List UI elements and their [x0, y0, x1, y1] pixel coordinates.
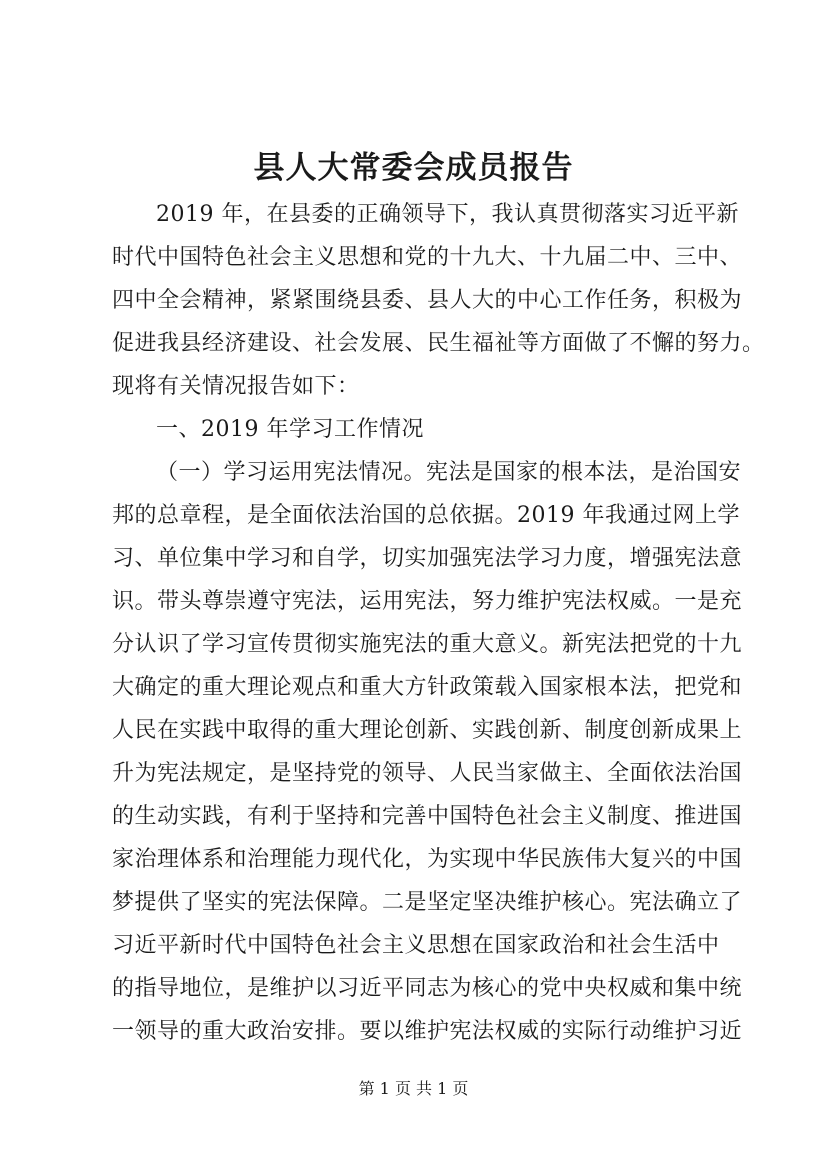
- section-heading: 一、2019 年学习工作情况: [156, 417, 424, 442]
- body-line: 一领导的重大政治安排。要以维护宪法权威的实际行动维护习近: [112, 1019, 743, 1044]
- body-line: （一）学习运用宪法情况。宪法是国家的根本法，是治国安: [156, 460, 742, 485]
- body-line: 升为宪法规定，是坚持党的领导、人民当家做主、全面依法治国: [112, 761, 743, 786]
- page-footer: 第 1 页 共 1 页: [358, 1079, 469, 1098]
- body-line: 识。带头尊崇遵守宪法，运用宪法，努力维护宪法权威。一是充: [112, 589, 743, 614]
- body-line: 的指导地位，是维护以习近平同志为核心的党中央权威和集中统: [112, 976, 743, 1001]
- document-title: 县人大常委会成员报告: [253, 150, 574, 186]
- body-line: 邦的总章程，是全面依法治国的总依据。2019 年我通过网上学: [112, 503, 740, 528]
- body-line: 家治理体系和治理能力现代化，为实现中华民族伟大复兴的中国: [112, 847, 743, 872]
- body-line: 的生动实践，有利于坚持和完善中国特色社会主义制度、推进国: [112, 804, 743, 829]
- body-line: 习近平新时代中国特色社会主义思想在国家政治和社会生活中: [112, 933, 720, 958]
- body-line: 分认识了学习宣传贯彻实施宪法的重大意义。新宪法把党的十九: [112, 632, 743, 657]
- body-line: 现将有关情况报告如下：: [112, 374, 360, 399]
- document-body: [112, 193, 765, 1053]
- body-line: 人民在实践中取得的重大理论创新、实践创新、制度创新成果上: [112, 718, 743, 743]
- body-line: 大确定的重大理论观点和重大方针政策载入国家根本法，把党和: [112, 675, 743, 700]
- body-line: 促进我县经济建设、社会发展、民生福祉等方面做了不懈的努力。: [112, 331, 765, 356]
- body-line: 梦提供了坚实的宪法保障。二是坚定坚决维护核心。宪法确立了: [112, 890, 743, 915]
- body-line: 四中全会精神，紧紧围绕县委、县人大的中心工作任务，积极为: [112, 288, 743, 313]
- body-line: 时代中国特色社会主义思想和党的十九大、十九届二中、三中、: [112, 245, 743, 270]
- body-line: 2019 年，在县委的正确领导下，我认真贯彻落实习近平新: [156, 202, 739, 227]
- body-line: 习、单位集中学习和自学，切实加强宪法学习力度，增强宪法意: [112, 546, 743, 571]
